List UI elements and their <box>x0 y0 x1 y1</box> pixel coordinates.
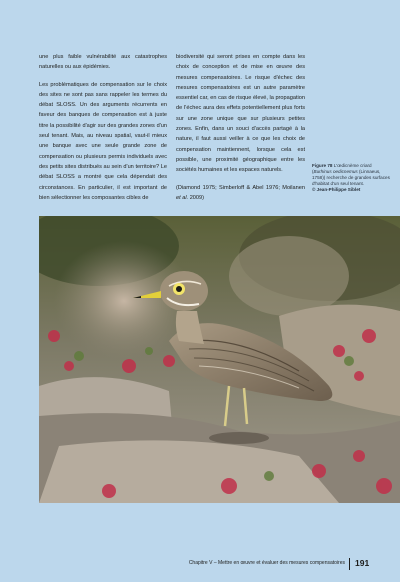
caption-species: Burhinus oedicnemus <box>313 169 358 175</box>
references-etal: et al. <box>176 194 189 201</box>
references-suffix: 2009) <box>188 194 205 201</box>
footer-chapter: Chapitre V – Mettre en œuvre et évaluer des mesures compensatoires <box>188 560 345 566</box>
figure-caption <box>312 163 392 193</box>
caption-text-b: (Linnaeus, 1758)) recherche de grandes surfaces d'habitat d'un seul tenant. <box>312 169 390 187</box>
references <box>176 183 305 204</box>
bird-photo <box>39 216 400 503</box>
caption-text-a: L'œdicnème criard ( <box>312 163 372 175</box>
left-paragraph-1: une plus faible vulnérabilité aux catastrophes naturelles ou aux épidémies. <box>39 54 167 71</box>
page-footer <box>0 558 400 572</box>
caption-credit: © Jean-Philippe Siblet <box>312 187 361 193</box>
caption-figure-number: Figure 78 <box>312 163 333 168</box>
references-prefix: (Diamond 1975; Simberloff & Abel 1976; Moilanen <box>176 184 305 191</box>
left-paragraph-2: Les problématiques de compensation sur le choix des sites ne sont pas sans rappeler les termes du débat SLOSS. Un des arguments récurrents en faveur des banques de compensation est à juste titre la possibilité d'agir sur des grandes zones d'un seul tenant. Mais, au niveau spatial, vaut-il mieux une banque avec une seule grande zone de compensation ou plusieurs permis individuels avec des petits sites distribués au sein d'un territoire? Le débat SLOSS a montré que cela dépendait des circonstances. En particulier, il est important de bien sélectionner les composantes cibles de <box>39 81 167 201</box>
footer-separator <box>349 558 350 570</box>
right-paragraph-1: biodiversité qui seront prises en compte dans les choix de conception et de mise en œuvre des mesures compensatoires. Le risque d'échec des mesures compensatoires est un autre paramètre essentiel car, en cas de risque élevé, la propagation de l'échec aura des effets potentiellement plus forts sur une zone unique que sur plusieurs petites zones. Enfin, dans un souci d'accès partagé à la nature, il faut aussi veiller à ce que les choix de compensation maintiennent, lorsque cela est possible, une proximité géographique entre les sociétés humaines et les espaces naturels. <box>176 54 305 174</box>
right-text-column <box>176 52 305 210</box>
left-text-column <box>39 52 167 210</box>
page-number: 191 <box>355 558 370 568</box>
